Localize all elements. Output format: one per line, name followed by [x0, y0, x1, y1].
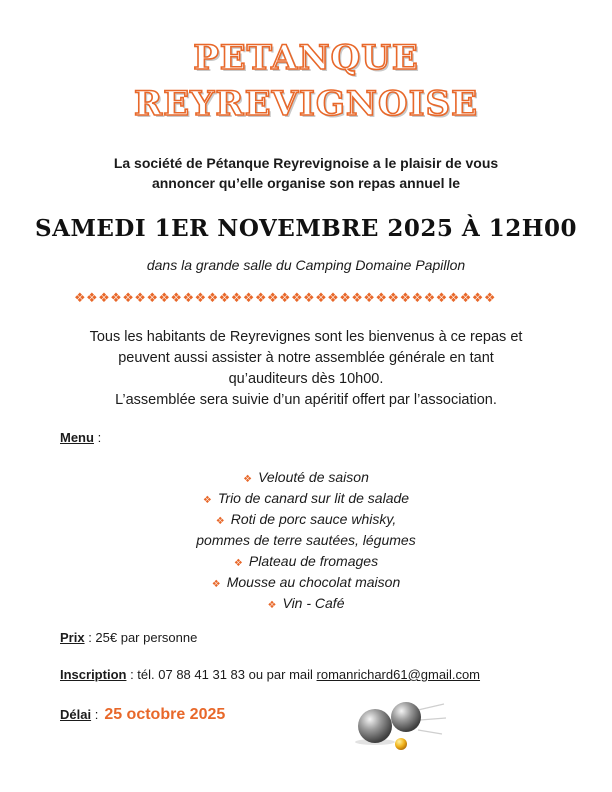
cochonnet: [395, 738, 407, 750]
menu-item-text: pommes de terre sautées, légumes: [196, 532, 416, 548]
paragraph-line-3: qu’auditeurs dès 10h00.: [228, 371, 384, 387]
title-line-1: PETANQUE: [193, 38, 419, 78]
decorative-divider: ❖❖❖❖❖❖❖❖❖❖❖❖❖❖❖❖❖❖❖❖❖❖❖❖❖❖❖❖❖❖❖❖❖❖❖: [74, 290, 496, 305]
menu-item: [0, 551, 612, 574]
menu-item-text: Roti de porc sauce whisky,: [230, 511, 397, 527]
diamond-bullet-icon: ❖: [267, 600, 277, 611]
menu-item: [0, 593, 612, 616]
intro-line-2: annoncer qu’elle organise son repas annuel le: [151, 175, 461, 191]
motion-lines: [418, 704, 446, 734]
diamond-bullet-icon: ❖: [215, 516, 225, 527]
menu-item: [0, 509, 612, 532]
diamond-bullet-icon: ❖: [243, 474, 253, 485]
intro-line-1: La société de Pétanque Reyrevignoise a le plaisir de vous: [113, 155, 499, 171]
price-value: : 25€ par personne: [84, 630, 198, 645]
inscription-line: [60, 667, 480, 682]
menu-item-text: Velouté de saison: [258, 469, 369, 485]
menu-item-text: Trio de canard sur lit de salade: [217, 490, 410, 506]
event-venue: dans la grande salle du Camping Domaine Papillon: [146, 257, 466, 273]
menu-item-text: Plateau de fromages: [248, 553, 379, 569]
paragraph-line-4: L’assemblée sera suivie d’un apéritif offert par l’association.: [115, 392, 497, 408]
menu-item: [0, 467, 612, 490]
menu-item: [0, 572, 612, 595]
email-link[interactable]: romanrichard61@gmail.com: [316, 667, 481, 682]
delai-sep: :: [91, 707, 99, 722]
menu-item-text: Mousse au chocolat maison: [226, 574, 401, 590]
menu-label-suffix: :: [93, 430, 102, 445]
paragraph-line-2: peuvent aussi assister à notre assemblée générale en tant: [118, 350, 494, 366]
delai-line: [60, 706, 225, 724]
inscription-label: Inscription: [60, 667, 127, 682]
boule-right: [391, 702, 421, 732]
menu-item: [0, 488, 612, 511]
diamond-bullet-icon: ❖: [233, 558, 243, 569]
inscription-text: : tél. 07 88 41 31 83 ou par mail: [126, 667, 317, 682]
boule-left: [358, 709, 392, 743]
menu-heading: [60, 430, 101, 445]
delai-label: Délai: [60, 707, 92, 722]
menu-item-continuation: [0, 530, 612, 550]
price-label: Prix: [60, 630, 85, 645]
diamond-bullet-icon: ❖: [211, 579, 221, 590]
menu-item-text: Vin - Café: [282, 595, 345, 611]
title-line-2: REYREVIGNOISE: [133, 84, 478, 124]
menu-label: Menu: [60, 430, 94, 445]
diamond-bullet-icon: ❖: [202, 495, 212, 506]
event-date: SAMEDI 1ER NOVEMBRE 2025 À 12H00: [34, 215, 577, 242]
petanque-balls-illustration: [348, 690, 448, 760]
price-line: [60, 630, 197, 645]
paragraph-line-1: Tous les habitants de Reyrevignes sont les bienvenus à ce repas et: [89, 329, 523, 345]
delai-value: 25 octobre 2025: [104, 706, 226, 723]
